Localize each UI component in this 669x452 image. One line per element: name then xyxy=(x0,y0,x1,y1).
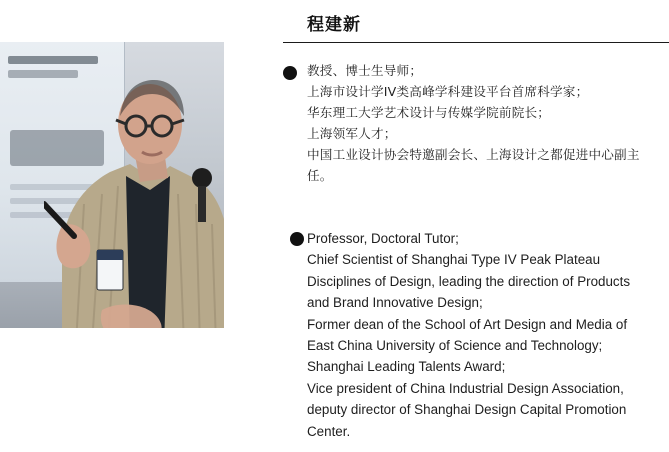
bio-en-line: Disciplines of Design, leading the direction of Products xyxy=(307,273,631,289)
bullet-icon xyxy=(283,66,297,80)
bio-en-line: Center. xyxy=(307,423,351,439)
bio-cn-line: 中国工业设计协会特邀副会长、上海设计之都促进中心副主 xyxy=(307,147,640,162)
bio-en-line: Former dean of the School of Art Design and Media of xyxy=(307,316,628,332)
bio-english xyxy=(307,228,669,442)
profile-name: 程建新 xyxy=(307,15,361,35)
bio-cn-line: 华东理工大学艺术设计与传媒学院前院长； xyxy=(307,105,551,120)
bio-en-line: Vice president of China Industrial Design Association, xyxy=(307,380,624,396)
bullet-icon xyxy=(290,232,304,246)
bio-en-line: and Brand Innovative Design; xyxy=(307,295,483,311)
bio-cn-line: 教授、博士生导师； xyxy=(307,63,423,78)
bio-en-line: Professor, Doctoral Tutor; xyxy=(307,231,459,246)
bio-cn-line: 任。 xyxy=(307,168,333,183)
person-figure xyxy=(44,54,224,328)
bio-en-line: Chief Scientist of Shanghai Type IV Peak Plateau xyxy=(307,252,601,268)
bio-en-line: East China University of Science and Technology; xyxy=(307,338,603,354)
bio-cn-line: 上海领军人才； xyxy=(307,126,397,141)
bio-chinese xyxy=(307,60,667,186)
bio-en-line: deputy director of Shanghai Design Capital Promotion xyxy=(307,402,627,418)
profile-photo xyxy=(0,42,224,328)
bio-cn-line: 上海市设计学IV类高峰学科建设平台首席科学家； xyxy=(307,84,589,99)
bio-en-line: Shanghai Leading Talents Award; xyxy=(307,359,506,375)
name-underline xyxy=(283,42,669,43)
